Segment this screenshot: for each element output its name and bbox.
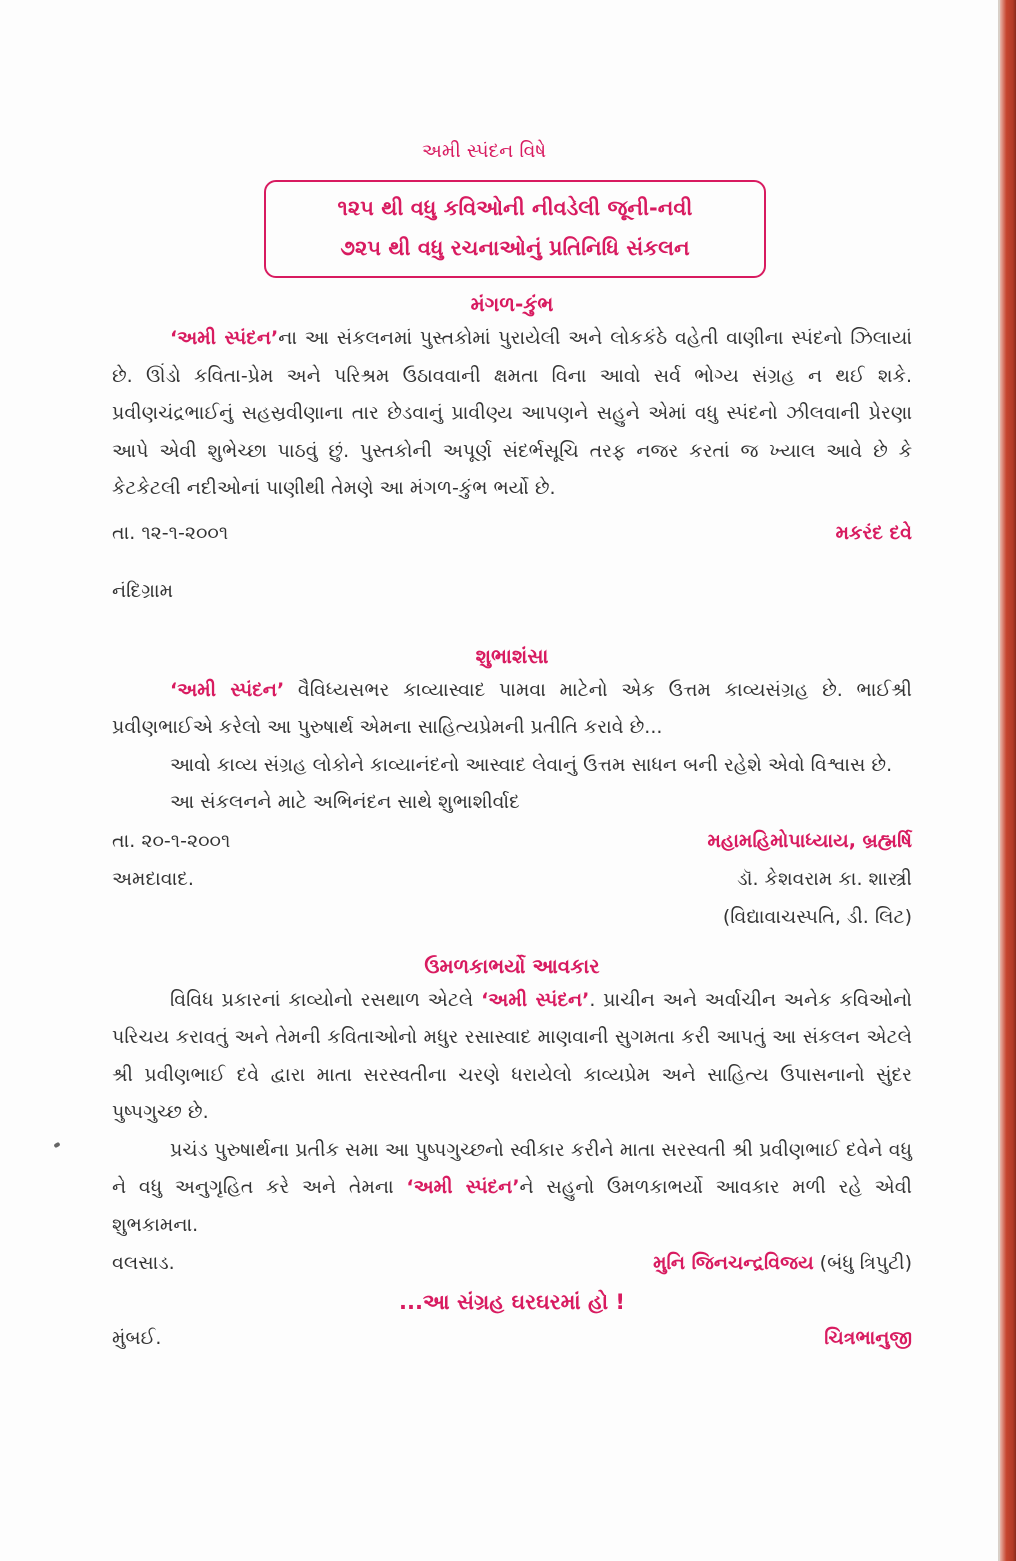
closing-author: ચિત્રભાનુજી	[824, 1327, 912, 1349]
section-2-author-title: મહામહિમોપાધ્યાય, બ્રહ્મર્ષિ	[707, 829, 912, 852]
closing-signature-row	[112, 1319, 912, 1357]
section-1-highlight: ‘અમી સ્પંદન’	[170, 327, 279, 349]
section-title-umalkabharyo-aavkar: ઉમળકાભર્યો આવકાર	[424, 953, 600, 978]
print-speck	[53, 1142, 60, 1148]
frame-line-2: ૭૨૫ થી વધુ રચનાઓનું પ્રતિનિધિ સંકલન	[340, 236, 690, 260]
section-3-body-1-pre: વિવિધ પ્રકારનાં કાવ્યોનો રસથાળ એટલે	[170, 988, 482, 1011]
section-title-shubhashansa: શુભાશંસા	[475, 643, 549, 668]
closing-place: મુંબઈ.	[112, 1327, 162, 1349]
section-2-author-name: ડૉ. કેશવરામ કા. શાસ્ત્રી	[737, 867, 912, 890]
book-spine-edge	[1000, 0, 1016, 1561]
section-3-body-2-post: ને સહુનો ઉમળકાભર્યો આવકાર મળી રહે એવી શુભકામના.	[112, 1176, 912, 1236]
section-2-place: અમદાવાદ.	[112, 867, 194, 890]
section-2-paragraph-3: આ સંકલનને માટે અભિનંદન સાથે શુભાશીર્વાદ	[170, 791, 520, 813]
section-1-body: ના આ સંકલનમાં પુસ્તકોમાં પુરાયેલી અને લોકકંઠે વહેતી વાણીના સ્પંદનો ઝિલાયાં છે. ઊંડો કવિતા-પ્રેમ અને પરિશ્રમ ઉઠાવવાની ક્ષમતા વિના આવો સર્વ ભોગ્ય સંગ્રહ ન થઈ શકે. પ્રવીણચંદ્રભાઈનું સહસ્રવીણાના તાર છેડવાનું પ્રાવીણ્ય આપણને સહુને એમાં વધુ સ્પંદનો ઝીલવાની પ્રેરણા આપે એવી શુભેચ્છા પાઠવું છું. પુસ્તકોની અપૂર્ણ સંદર્ભસૂચિ તરફ નજર કરતાં જ ખ્યાલ આવે છે કે કેટકેટલી નદીઓનાં પાણીથી તેમણે આ મંગળ-કુંભ ભર્યો છે.	[112, 327, 912, 499]
frame-line-1: ૧૨૫ થી વધુ કવિઓની નીવડેલી જૂની-નવી	[337, 196, 693, 220]
section-3-highlight-1: ‘અમી સ્પંદન’	[481, 988, 590, 1011]
section-2-place-row	[112, 860, 912, 898]
page-content	[112, 140, 912, 1357]
section-3-author-suffix: (બંધુ ત્રિપુટી)	[813, 1252, 912, 1274]
section-title-mangal-kumbh: મંગળ-કુંભ	[470, 292, 554, 316]
section-2-highlight: ‘અમી સ્પંદન’	[170, 678, 285, 701]
highlight-frame	[264, 180, 766, 278]
closing-line: ...આ સંગ્રહ ઘરઘરમાં હો !	[398, 1290, 626, 1314]
section-1-author: મકરંદ દવે	[835, 521, 912, 544]
section-2-date: તા. ૨૦-૧-૨૦૦૧	[112, 829, 231, 852]
section-3-author-block	[653, 1244, 912, 1282]
section-1-date: તા. ૧૨-૧-૨૦૦૧	[112, 521, 229, 544]
section-2-body-1: વૈવિધ્યસભર કાવ્યાસ્વાદ પામવા માટેનો એક ઉત્તમ કાવ્યસંગ્રહ છે. ભાઈશ્રી પ્રવીણભાઈએ કરેલો આ પુરુષાર્થ એમના સાહિત્યપ્રેમની પ્રતીતિ કરાવે છે...	[112, 678, 912, 738]
section-3-paragraph-1	[112, 982, 912, 1132]
section-3-highlight-2: ‘અમી સ્પંદન’	[406, 1176, 520, 1198]
section-1-signature-row	[112, 514, 912, 552]
section-2-signature-row	[112, 822, 912, 860]
section-3-paragraph-2	[112, 1132, 912, 1245]
section-3-signature-row	[112, 1244, 912, 1282]
section-3-place: વલસાડ.	[112, 1252, 175, 1274]
intro-heading: અમી સ્પંદન વિષે	[421, 140, 547, 162]
section-3-author: મુનિ જિનચન્દ્રવિજય	[653, 1252, 814, 1274]
section-3-body-2-pre: પ્રચંડ પુરુષાર્થના પ્રતીક સમા આ પુષ્પગુચ્છનો સ્વીકાર કરીને માતા સરસ્વતી શ્રી પ્રવીણભાઈ દવેને વધુ ને વધુ અનુગૃહિત કરે અને તેમના	[112, 1138, 912, 1198]
section-2-author-degree: (વિદ્યાવાચસ્પતિ, ડી. લિટ)	[722, 905, 912, 928]
section-3-body-1-post: . પ્રાચીન અને અર્વાચીન અનેક કવિઓનો પરિચય કરાવતું અને તેમની કવિતાઓનો મધુર રસાસ્વાદ માણવાની સુગમતા કરી આપતું આ સંકલન એટલે શ્રી પ્રવીણભાઈ દવે દ્વારા માતા સરસ્વતીના ચરણે ધરાયેલો કાવ્યપ્રેમ અને સાહિત્ય ઉપાસનાનો સુંદર પુષ્પગુચ્છ છે.	[112, 988, 912, 1123]
section-2-paragraph-2: આવો કાવ્ય સંગ્રહ લોકોને કાવ્યાનંદનો આસ્વાદ લેવાનું ઉત્તમ સાધન બની રહેશે એવો વિશ્વાસ છે.	[170, 753, 893, 776]
section-2-paragraph-1	[112, 672, 912, 747]
section-1-paragraph	[112, 320, 912, 508]
section-1-place: નંદિગ્રામ	[112, 579, 174, 602]
